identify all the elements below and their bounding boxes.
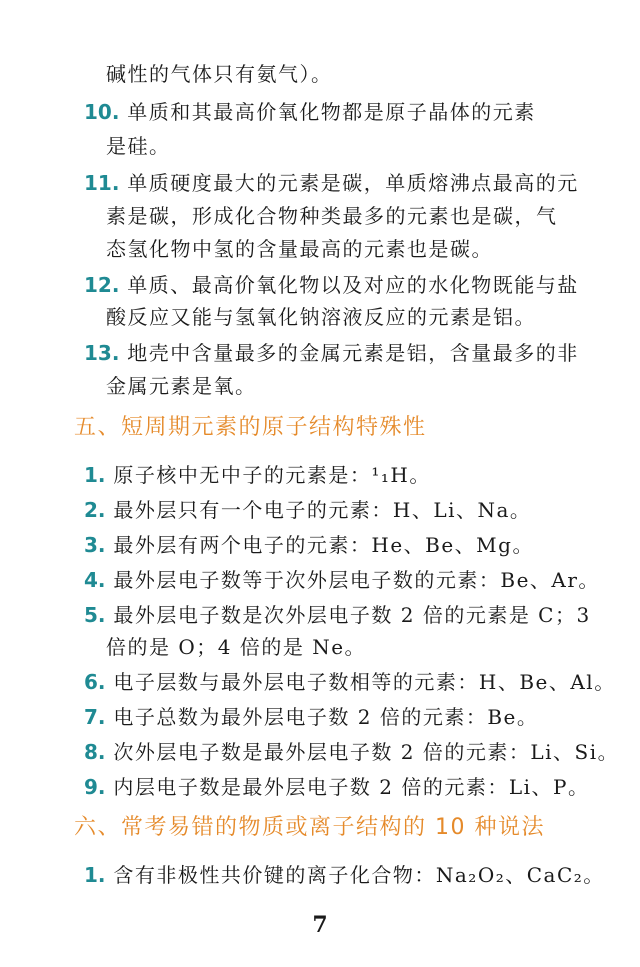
item-number: 12. [84, 273, 120, 297]
item-number: 5. [84, 603, 106, 627]
list-item-continuation: 倍的是 O；4 倍的是 Ne。 [106, 635, 367, 659]
section-heading-5: 五、短周期元素的原子结构特殊性 [74, 415, 427, 440]
list-item-continuation: 态氢化物中氢的含量最高的元素也是碳。 [106, 237, 493, 261]
page-number: 7 [312, 912, 328, 938]
list-item-continuation: 酸反应又能与氢氧化钠溶液反应的元素是铝。 [106, 305, 536, 329]
list-item-4: 4. 最外层电子数等于次外层电子数的元素：Be、Ar。 [84, 568, 600, 592]
list-item-1: 1. 含有非极性共价键的离子化合物：Na₂O₂、CaC₂。 [84, 863, 605, 887]
item-number: 8. [84, 740, 106, 764]
list-item-continuation: 碱性的气体只有氨气）。 [106, 62, 333, 86]
item-number: 7. [84, 705, 106, 729]
list-item-continuation: 素是碳，形成化合物种类最多的元素也是碳，气 [106, 204, 558, 228]
item-number: 3. [84, 533, 106, 557]
item-number: 10. [84, 100, 120, 124]
list-item-12: 12. 单质、最高价氧化物以及对应的水化物既能与盐 [84, 273, 579, 297]
item-number: 9. [84, 775, 106, 799]
section-heading-6: 六、常考易错的物质或离子结构的 10 种说法 [74, 815, 545, 840]
list-item-9: 9. 内层电子数是最外层电子数 2 倍的元素：Li、P。 [84, 775, 590, 799]
item-number: 1. [84, 463, 106, 487]
item-number: 4. [84, 568, 106, 592]
list-item-10: 10. 单质和其最高价氧化物都是原子晶体的元素 [84, 100, 536, 124]
list-item-7: 7. 电子总数为最外层电子数 2 倍的元素：Be。 [84, 705, 539, 729]
list-item-3: 3. 最外层有两个电子的元素：He、Be、Mg。 [84, 533, 534, 557]
list-item-13: 13. 地壳中含量最多的金属元素是铝，含量最多的非 [84, 341, 579, 365]
list-item-11: 11. 单质硬度最大的元素是碳，单质熔沸点最高的元 [84, 171, 579, 195]
item-number: 6. [84, 670, 106, 694]
list-item-6: 6. 电子层数与最外层电子数相等的元素：H、Be、Al。 [84, 670, 616, 694]
list-item-5: 5. 最外层电子数是次外层电子数 2 倍的元素是 C；3 [84, 603, 591, 627]
list-item-2: 2. 最外层只有一个电子的元素：H、Li、Na。 [84, 498, 532, 522]
item-number: 11. [84, 171, 120, 195]
list-item-continuation: 金属元素是氧。 [106, 374, 257, 398]
item-number: 2. [84, 498, 106, 522]
list-item-1: 1. 原子核中无中子的元素是：¹₁H。 [84, 463, 431, 487]
list-item-8: 8. 次外层电子数是最外层电子数 2 倍的元素：Li、Si。 [84, 740, 620, 764]
list-item-continuation: 是硅。 [106, 134, 171, 158]
item-number: 13. [84, 341, 120, 365]
item-number: 1. [84, 863, 106, 887]
